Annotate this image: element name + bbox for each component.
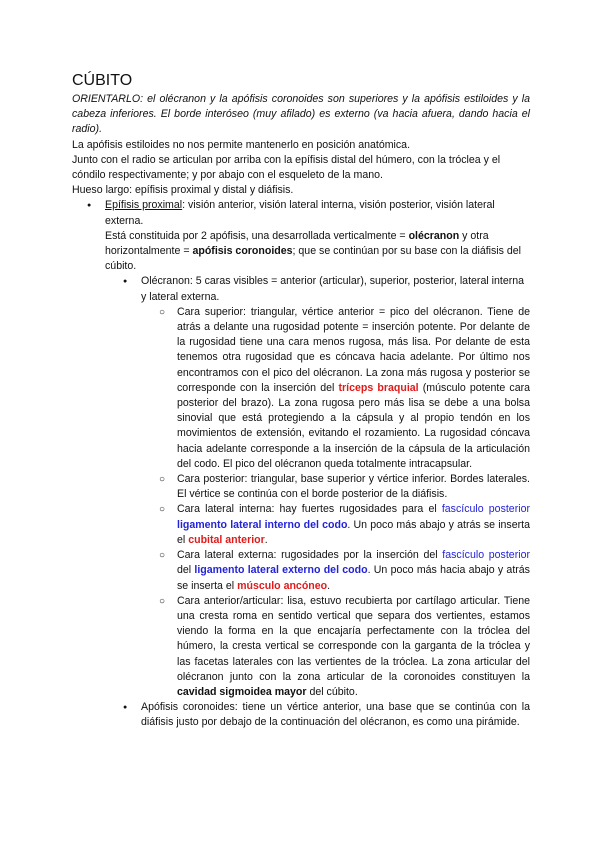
paragraph-estiloides: La apófisis estiloides no nos permite mantenerlo en posición anatómica. bbox=[72, 138, 411, 151]
term-musculo-anconeo: músculo ancóneo bbox=[237, 579, 328, 592]
term-ligamento-lateral-interno: ligamento lateral interno del codo bbox=[177, 518, 348, 531]
orientation-note: ORIENTARLO: el olécranon y la apófisis coronoides son superiores y la apófisis estiloides y la cabeza inferiores. El borde interóseo (muy afilado) es externo (va hacia afuera, dando hacia el radio). bbox=[72, 93, 530, 136]
paragraph-articulation: Junto con el radio se articulan por arriba con la epífisis distal del húmero, con la tróclea y el cóndilo respectivamente; y por abajo con el esqueleto de la mano. bbox=[72, 153, 501, 182]
list-item-apofisis-coronoides: ● Apófisis coronoides: tiene un vértice anterior, una base que se continúa con la diáfisis justo por debajo de la continuación del olécranon, es como una pirámide. bbox=[141, 700, 530, 730]
document-page bbox=[72, 72, 530, 731]
term-fasciculo-posterior-ext: fascículo posterior bbox=[442, 549, 530, 562]
epifisis-proximal-label: Epífisis proximal bbox=[105, 199, 183, 212]
paragraph-long-bone: Hueso largo: epífisis proximal y distal y diáfisis. bbox=[72, 184, 294, 197]
term-apofisis-coronoides: apófisis coronoides bbox=[192, 245, 293, 258]
sub-list bbox=[105, 274, 530, 730]
term-olecranon: olécranon bbox=[408, 229, 460, 242]
term-ligamento-lateral-externo: ligamento lateral externo del codo bbox=[194, 564, 368, 577]
term-cubital-anterior: cubital anterior bbox=[188, 533, 265, 546]
list-item-olecranon bbox=[141, 274, 530, 700]
epifisis-proximal-views: : visión anterior, visión lateral interna, visión posterior, visión lateral externa. bbox=[105, 199, 495, 227]
list-item-cara-lateral-externa: ○ Cara lateral externa: rugosidades por la inserción del fascículo posterior del ligamento lateral externo del codo. Un poco más hacia abajo y atrás se inserta el músculo ancóneo. bbox=[177, 548, 530, 594]
list-item-epifisis-proximal bbox=[105, 198, 530, 730]
list-item-cara-superior: ○ Cara superior: triangular, vértice anterior = pico del olécranon. Tiene de atrás a delante una rugosidad potente = inserción potente. Por delante de la rugosidad tiene una cara menos rugosa, más lisa. Por delante de esta tenemos otra rugosidad que es cóncava hacia adelante. Por último nos encontramos con el pico del olécranon. La zona más rugosa y posterior se corresponde con la inserción del tríceps braquial (músculo potente cara posterior del brazo). La zona rugosa pero más lisa se debe a una bolsa sinovial que está protegiendo a la cápsula y al propio tendón en los movimientos de extensión, evitando el rozamiento. La rugosidad cóncava hacia adelante corresponde a la inserción de la cápsula de la articulación del codo. El pico del olécranon queda totalmente intracapsular. bbox=[177, 305, 530, 472]
list-item-cara-posterior: ○ Cara posterior: triangular, base superior y vértice inferior. Bordes laterales. El vértice se continúa con el borde posterior de la diáfisis. bbox=[177, 472, 530, 502]
term-fasciculo-posterior: fascículo posterior bbox=[441, 503, 530, 516]
epifisis-proximal-description: Está constituida por 2 apófisis, una desarrollada verticalmente = olécranon y otra horizontalmente = apófisis coronoides; que se continúan por su base con la diáfisis del cúbito. bbox=[105, 229, 522, 273]
list-item-cara-lateral-interna: ○ Cara lateral interna: hay fuertes rugosidades para el fascículo posterior ligamento lateral interno del codo. Un poco más abajo y atrás se inserta el cubital anterior. bbox=[177, 502, 530, 548]
list-item-cara-anterior: ○ Cara anterior/articular: lisa, estuvo recubierta por cartílago articular. Tiene una cresta roma en sentido vertical que separa dos vertientes, estamos viendo la forma en la que encajaría perfectamente con la tróclea del húmero, la cresta vertical se corresponde con la garganta de la tróclea y las facetas laterales con las vertientes de la tróclea. La zona articular del olécranon junto con la zona articular de la coronoides constituyen la cavidad sigmoidea mayor del cúbito. bbox=[177, 594, 530, 700]
main-list bbox=[72, 198, 530, 730]
term-triceps-braquial: tríceps braquial bbox=[338, 381, 419, 394]
olecranon-faces-list bbox=[141, 305, 530, 700]
page-title: CÚBITO bbox=[72, 72, 133, 89]
term-cavidad-sigmoidea-mayor: cavidad sigmoidea mayor bbox=[177, 685, 307, 698]
olecranon-intro: ● Olécranon: 5 caras visibles = anterior (articular), superior, posterior, lateral interna y lateral externa. bbox=[141, 275, 525, 303]
